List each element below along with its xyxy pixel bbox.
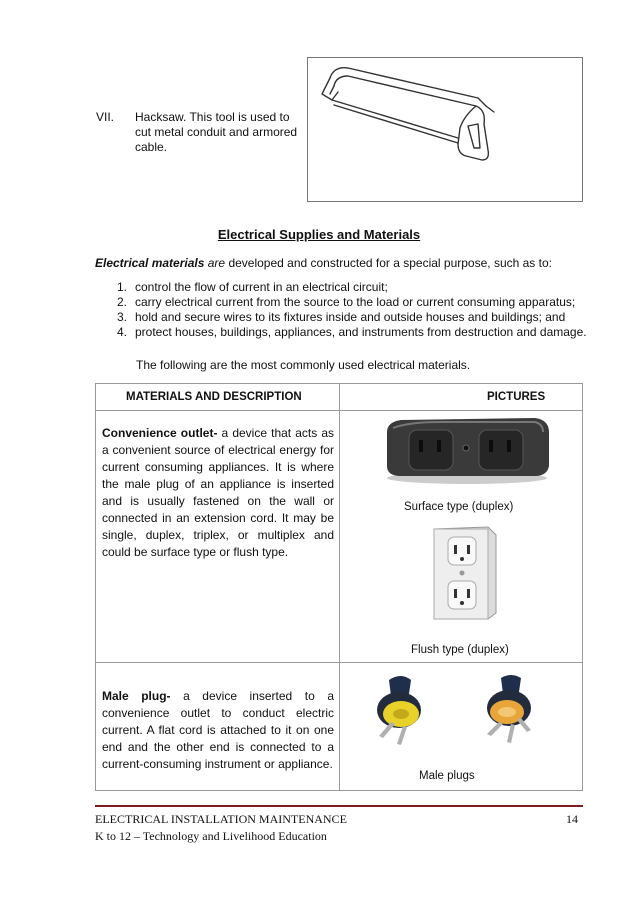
table-row-divider (96, 662, 582, 663)
footer-subtitle: K to 12 – Technology and Livelihood Education (95, 829, 327, 843)
list-text: carry electrical current from the source to the load or current consuming apparatus; (135, 295, 576, 309)
list-item (117, 310, 587, 325)
intro-rest: developed and constructed for a special purpose, such as to: (228, 256, 552, 270)
male-plugs-image (361, 672, 545, 752)
plug-text: a device inserted to a convenience outlet to conduct electric current. A flat cord is attached to it on one end and the other end is connected to a current-consuming instrument or appliance. (102, 689, 334, 771)
section-title: Electrical Supplies and Materials (217, 227, 421, 242)
table-column-divider (339, 384, 340, 790)
hacksaw-item-number: VII. (96, 110, 115, 124)
header-pictures: PICTURES (487, 391, 546, 403)
outlet-term: Convenience outlet- (102, 426, 218, 440)
table-header-divider (96, 410, 582, 411)
intro-term: Electrical materials (95, 256, 205, 270)
plug-term: Male plug- (102, 689, 171, 703)
list-item (117, 280, 587, 295)
surface-outlet-image (379, 414, 555, 486)
list-number: 2. (117, 295, 128, 309)
intro-paragraph (95, 256, 552, 270)
list-text: control the flow of current in an electrical circuit; (135, 280, 388, 294)
footer-rule (95, 805, 583, 807)
page-number: 14 (566, 812, 578, 826)
hacksaw-description: Hacksaw. This tool is used to cut metal conduit and armored cable. (135, 110, 298, 154)
male-plugs-caption: Male plugs (419, 770, 475, 782)
list-number: 3. (117, 310, 128, 324)
surface-type-caption: Surface type (duplex) (404, 501, 514, 513)
following-text: The following are the most commonly used electrical materials. (136, 358, 471, 372)
list-text: hold and secure wires to its fixtures inside and outside houses and buildings; and (135, 310, 566, 324)
intro-are: are (207, 256, 226, 270)
list-number: 1. (117, 280, 128, 294)
list-text: protect houses, buildings, appliances, and instruments from destruction and damage. (135, 325, 587, 339)
hacksaw-picture-box (307, 57, 583, 202)
outlet-text: a device that acts as a convenient source of electrical energy for current consuming appliances. It is where the male plug of an appliance is inserted and is usually fastened on the wall or connected in an extension cord. It may be single, duplex, triplex, or multiplex and could be surface type or flush type. (102, 426, 334, 559)
hacksaw-illustration (308, 58, 582, 201)
list-number: 4. (117, 325, 128, 339)
flush-outlet-image (428, 525, 500, 621)
plug-description (102, 688, 334, 773)
list-item (117, 325, 587, 340)
outlet-description (102, 425, 334, 561)
purpose-list (117, 280, 587, 340)
header-materials: MATERIALS AND DESCRIPTION (126, 391, 302, 403)
footer-title: ELECTRICAL INSTALLATION MAINTENANCE (95, 812, 347, 826)
list-item (117, 295, 587, 310)
flush-type-caption: Flush type (duplex) (411, 644, 509, 656)
materials-table (95, 383, 583, 791)
